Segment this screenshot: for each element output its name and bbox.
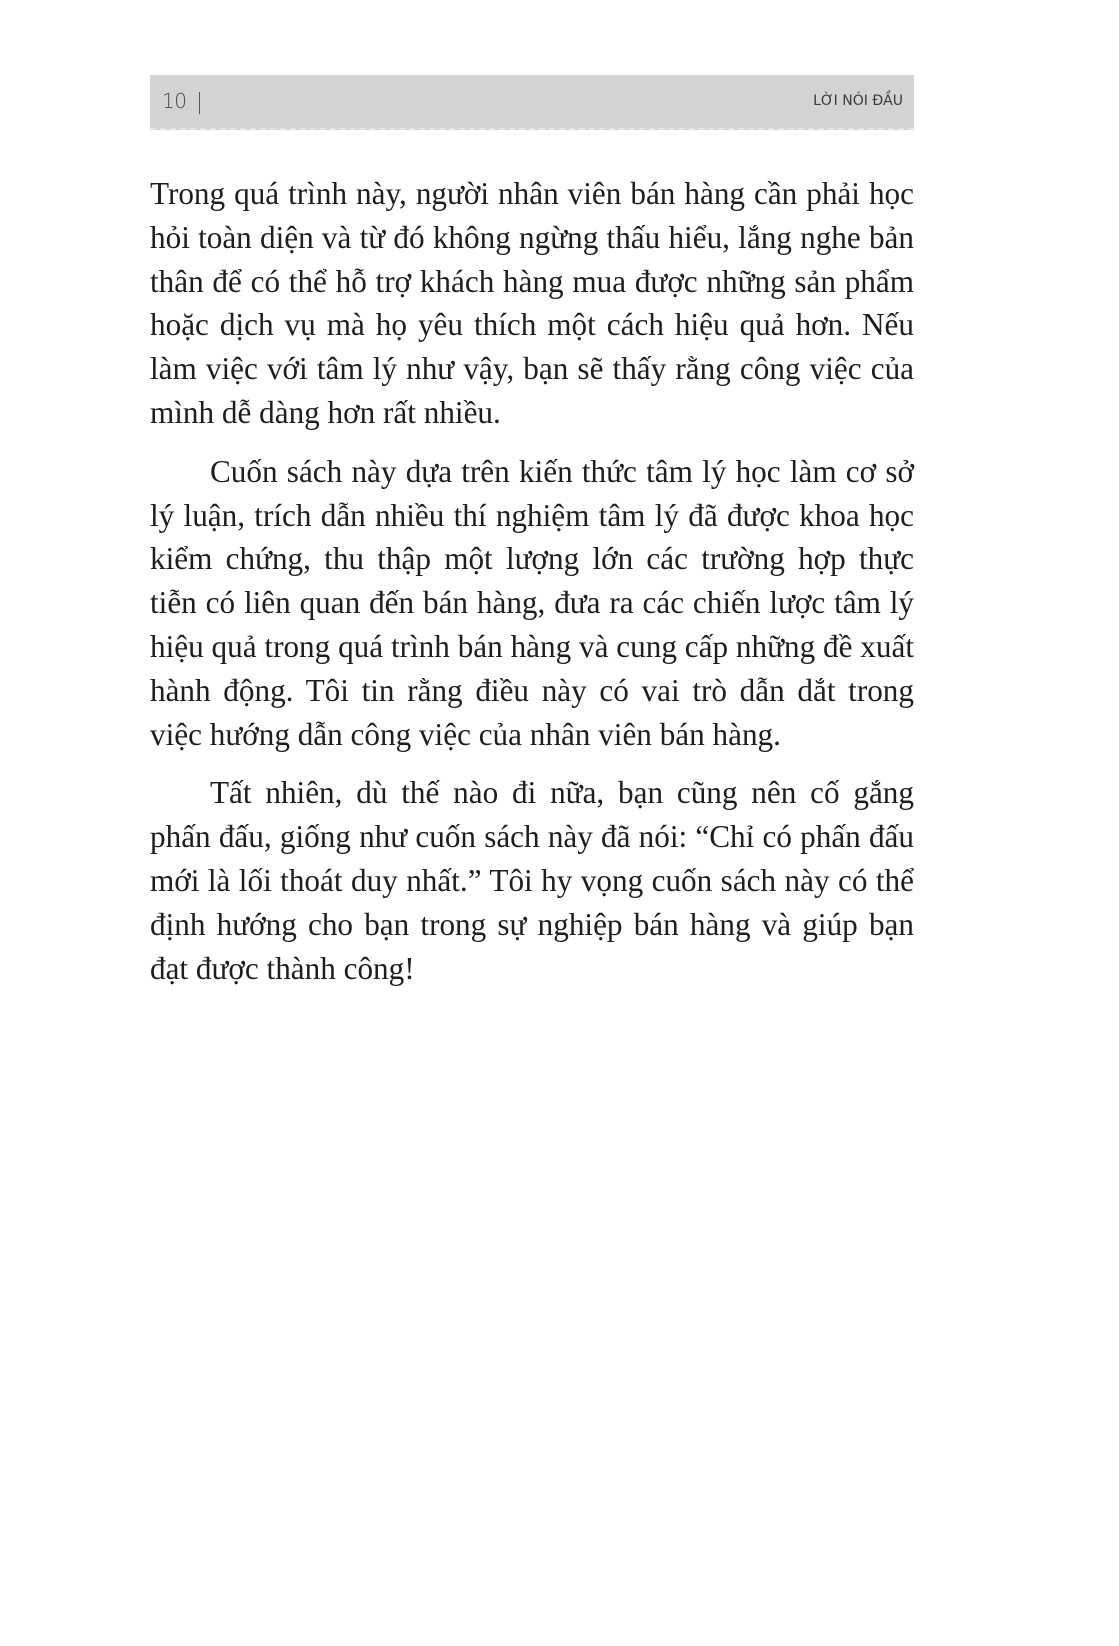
running-header	[150, 75, 914, 130]
paragraph-3: Tất nhiên, dù thế nào đi nữa, bạn cũng nên cố gắng phấn đấu, giống như cuốn sách này đã nói: “Chỉ có phấn đấu mới là lối thoát duy nhất.” Tôi hy vọng cuốn sách này có thể định hướng cho bạn trong sự nghiệp bán hàng và giúp bạn đạt được thành công!	[150, 775, 914, 986]
paragraph-1: Trong quá trình này, người nhân viên bán hàng cần phải học hỏi toàn diện và từ đó không ngừng thấu hiểu, lắng nghe bản thân để có thể hỗ trợ khách hàng mua được những sản phẩm hoặc dịch vụ mà họ yêu thích một cách hiệu quả hơn. Nếu làm việc với tâm lý như vậy, bạn sẽ thấy rằng công việc của mình dễ dàng hơn rất nhiều.	[150, 176, 914, 430]
body-text	[150, 172, 914, 1005]
header-divider	[199, 92, 200, 114]
page-number: 10	[162, 89, 187, 113]
chapter-title: LỜI NÓI ĐẦU	[813, 93, 903, 109]
paragraph-2: Cuốn sách này dựa trên kiến thức tâm lý học làm cơ sở lý luận, trích dẫn nhiều thí nghiệm tâm lý đã được khoa học kiểm chứng, thu thập một lượng lớn các trường hợp thực tiễn có liên quan đến bán hàng, đưa ra các chiến lược tâm lý hiệu quả trong quá trình bán hàng và cung cấp những đề xuất hành động. Tôi tin rằng điều này có vai trò dẫn dắt trong việc hướng dẫn công việc của nhân viên bán hàng.	[150, 453, 914, 752]
